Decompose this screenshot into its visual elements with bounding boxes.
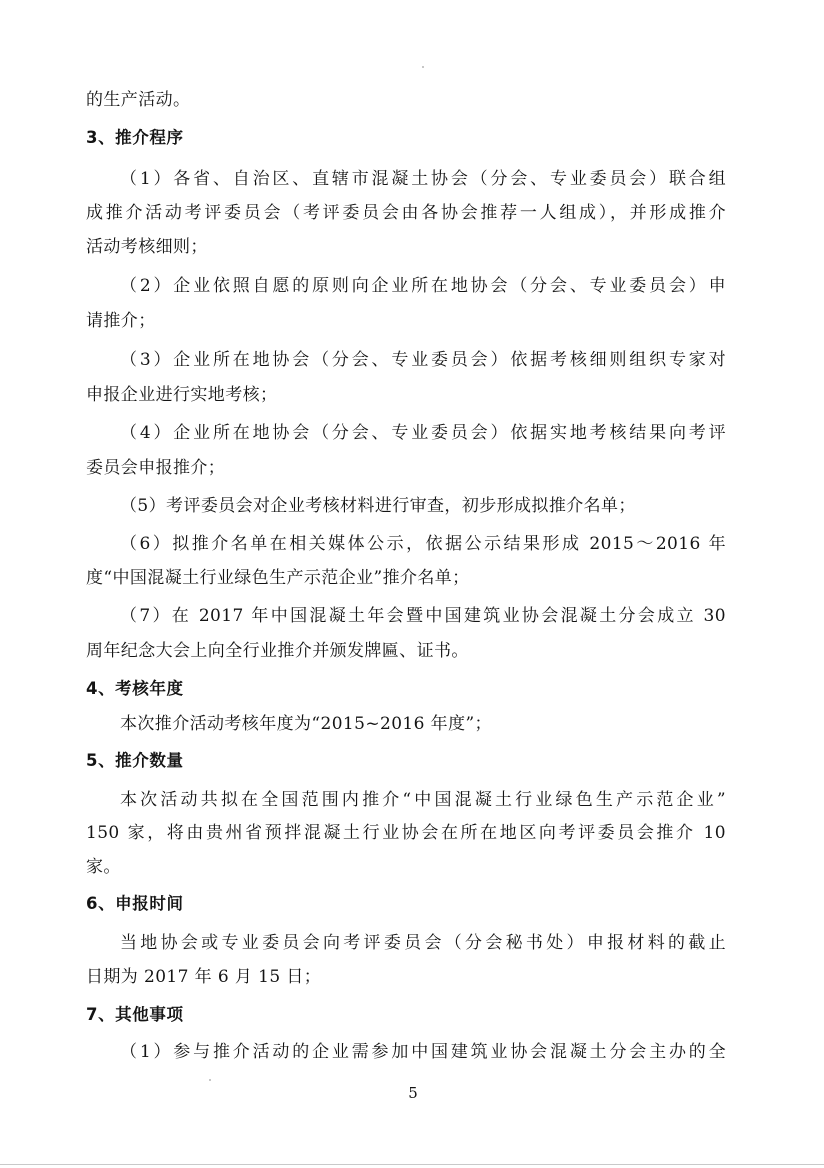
text-line: （7）在 2017 年中国混凝土年会暨中国建筑业协会混凝土分会成立 30	[120, 606, 726, 626]
text-line: 委员会申报推介；	[86, 458, 226, 478]
text-line: （4）企业所在地协会（分会、专业委员会）依据实地考核结果向考评	[120, 423, 726, 443]
section-heading-5: 5、推介数量	[86, 751, 184, 770]
scan-speck	[209, 1079, 211, 1081]
text-line: 当地协会或专业委员会向考评委员会（分会秘书处）申报材料的截止	[120, 933, 726, 953]
section-heading-4: 4、考核年度	[86, 679, 184, 698]
text-line: （3）企业所在地协会（分会、专业委员会）依据考核细则组织专家对	[120, 350, 726, 370]
text-line: 本次推介活动考核年度为“2015~2016 年度”；	[120, 714, 492, 734]
page-number: 5	[408, 1084, 418, 1102]
text-line: （5）考评委员会对企业考核材料进行审查，初步形成拟推介名单；	[120, 496, 636, 516]
section-heading-7: 7、其他事项	[86, 1005, 184, 1024]
text-line: 家。	[86, 857, 121, 877]
text-line: 本次活动共拟在全国范围内推介“中国混凝土行业绿色生产示范企业”	[120, 790, 726, 810]
text-line: （6）拟推介名单在相关媒体公示，依据公示结果形成 2015～2016 年	[120, 534, 726, 554]
section-heading-3: 3、推介程序	[86, 128, 184, 147]
text-line: （1）参与推介活动的企业需参加中国建筑业协会混凝土分会主办的全	[120, 1042, 726, 1062]
text-line: 成推介活动考评委员会（考评委员会由各协会推荐一人组成），并形成推介	[86, 203, 726, 223]
text-line: 请推介；	[86, 311, 156, 331]
text-line: 周年纪念大会上向全行业推介并颁发牌匾、证书。	[86, 641, 469, 661]
text-line: 申报企业进行实地考核；	[86, 385, 278, 405]
scan-edge	[0, 1164, 824, 1165]
section-heading-6: 6、申报时间	[86, 894, 184, 913]
text-line: （1）各省、自治区、直辖市混凝土协会（分会、专业委员会）联合组	[120, 169, 726, 189]
text-line: 的生产活动。	[86, 90, 191, 110]
text-line: 活动考核细则；	[86, 237, 208, 257]
text-line: 150 家，将由贵州省预拌混凝土行业协会在所在地区向考评委员会推介 10	[86, 823, 726, 843]
text-line: 度“中国混凝土行业绿色生产示范企业”推介名单；	[86, 568, 470, 588]
text-line: （2）企业依照自愿的原则向企业所在地协会（分会、专业委员会）申	[120, 276, 726, 296]
scan-speck	[422, 66, 424, 68]
text-line: 日期为 2017 年 6 月 15 日；	[86, 967, 322, 987]
